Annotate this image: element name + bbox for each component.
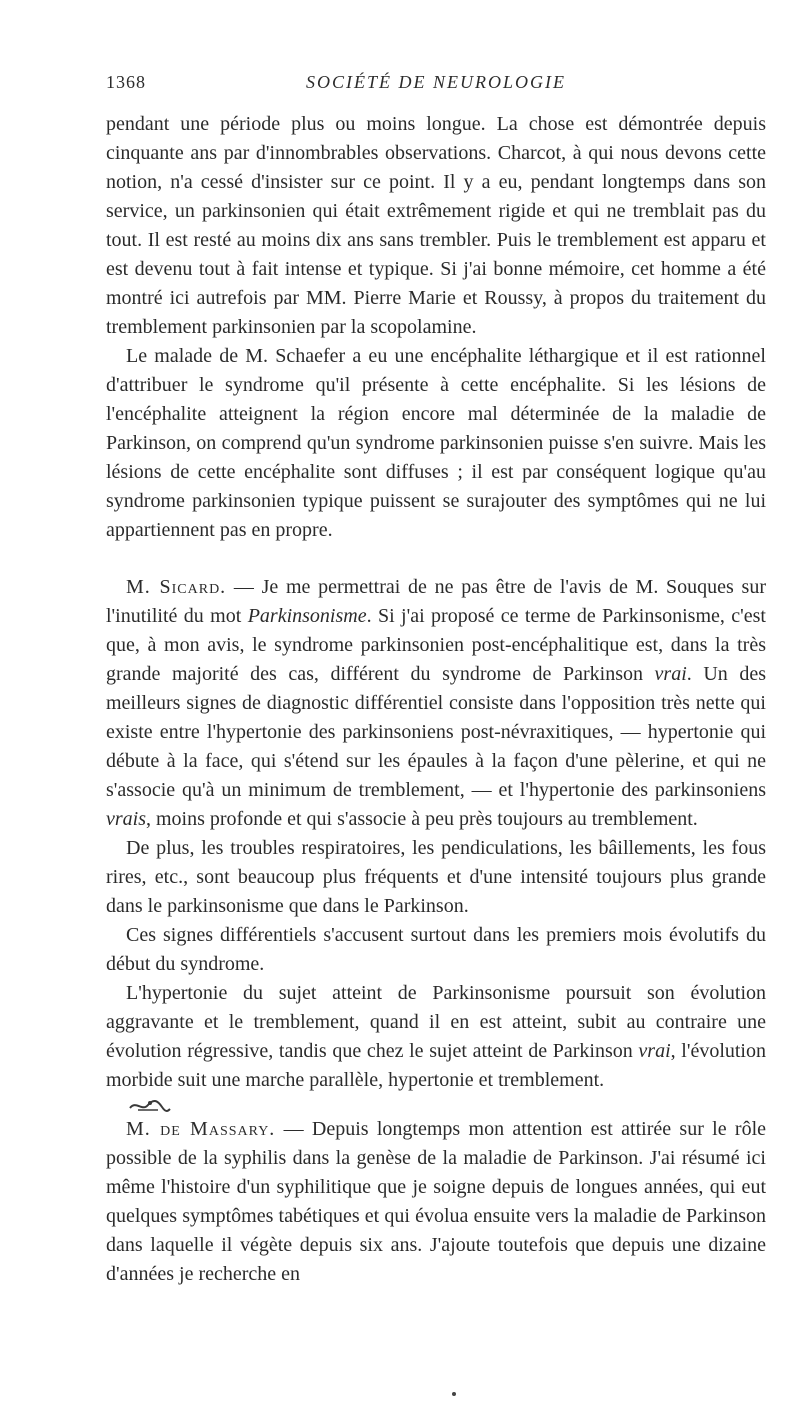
- paragraph-continuation: pendant une période plus ou moins longue. La chose est démontrée depuis cinquante ans par d'innombrables observations. Charcot, à qui nous devons cette notion, n'a cessé d'insister sur ce point. Il y a eu, pendant longtemps dans son service, un parkinsonien qui était extrêmement rigide et qui ne tremblait pas du tout. Il est resté au moins dix ans sans trembler. Puis le tremblement est apparu et est devenu tout à fait intense et typique. Si j'ai bonne mémoire, cet homme a été montré ici autrefois par MM. Pierre Marie et Roussy, à propos du traitement du tremblement parkinsonien par la scopolamine.: [106, 113, 766, 338]
- paragraph-de-massary: [106, 1115, 766, 1289]
- page-header: [106, 72, 766, 96]
- sicard-text-a: — Je me permettrai de ne pas être de l'avis de M. Souques sur l'inutilité du mot: [106, 576, 767, 627]
- page-number: 1368: [106, 72, 146, 92]
- evolution-text-a: L'hypertonie du sujet atteint de Parkinsonisme poursuit son évolution aggravante et le tremblement, quand il en est atteint, subit au contraire une évolution régressive, tandis que chez le sujet atteint de Parkinson: [106, 982, 766, 1062]
- paragraph-sicard: [106, 573, 766, 834]
- page-mark: [452, 1392, 456, 1396]
- sicard-term-parkinsonisme: Parkinsonisme: [247, 605, 367, 627]
- evolution-text-b: , l'évolution morbide suit une marche parallèle, hypertonie et tremblement.: [106, 1040, 766, 1091]
- paragraph-hypertonie-evolution: [106, 979, 766, 1095]
- sicard-vrais: vrais: [106, 808, 146, 830]
- speaker-sicard: M. Sicard.: [126, 576, 227, 598]
- sicard-text-b: . Si j'ai proposé ce terme de Parkinsonisme, c'est que, à mon avis, le syndrome parkinsonien post-encéphalitique est, dans la très grande majorité des cas, différent du syndrome de Parkinson: [106, 605, 766, 685]
- sicard-vrai: vrai: [654, 663, 687, 685]
- paragraph-respiratory-troubles: De plus, les troubles respiratoires, les pendiculations, les bâillements, les fous rires, etc., sont beaucoup plus fréquents et d'une intensité toujours plus grande dans le parkinsonisme que dans le Parkinson.: [106, 837, 766, 917]
- speaker-de-massary: M. de Massary.: [126, 1118, 276, 1140]
- article-body: [106, 110, 766, 1289]
- evolution-vrai: vrai: [638, 1040, 671, 1062]
- paragraph-differential-signs: Ces signes différentiels s'accusent surtout dans les premiers mois évolutifs du début du syndrome.: [106, 924, 766, 975]
- sicard-text-d: , moins profonde et qui s'associe à peu près toujours au tremblement.: [146, 808, 698, 830]
- running-title: SOCIÉTÉ DE NEUROLOGIE: [306, 72, 566, 92]
- sicard-text-c: . Un des meilleurs signes de diagnostic différentiel consiste dans l'opposition très nette qui existe entre l'hypertonie des parkinsoniens post-névraxitiques, — hypertonie qui débute à la face, qui s'étend sur les épaules à la façon d'une pèlerine, et qui ne s'associe qu'à un minimum de tremblement, — et l'hypertonie des parkinsoniens: [106, 663, 766, 801]
- flourish-ornament-icon: [128, 1097, 766, 1117]
- de-massary-text: — Depuis longtemps mon attention est attirée sur le rôle possible de la syphilis dans la genèse de la maladie de Parkinson. J'ai résumé ici même l'histoire d'un syphilitique que je soigne depuis de longues années, qui eut quelques symptômes tabétiques et qui évolua ensuite vers la maladie de Parkinson dans laquelle il végète depuis six ans. J'ajoute toutefois que depuis une dizaine d'années je recherche en: [106, 1118, 766, 1285]
- paragraph-schaefer-patient: Le malade de M. Schaefer a eu une encéphalite léthargique et il est rationnel d'attribuer le syndrome qu'il présente à cette encéphalite. Si les lésions de l'encéphalite atteignent la région encore mal déterminée de la maladie de Parkinson, on comprend qu'un syndrome parkinsonien puisse s'en suivre. Mais les lésions de cette encéphalite sont diffuses ; il est par conséquent logique qu'au syndrome parkinsonien typique puissent se surajouter des symptômes qui ne lui appartiennent pas en propre.: [106, 345, 766, 541]
